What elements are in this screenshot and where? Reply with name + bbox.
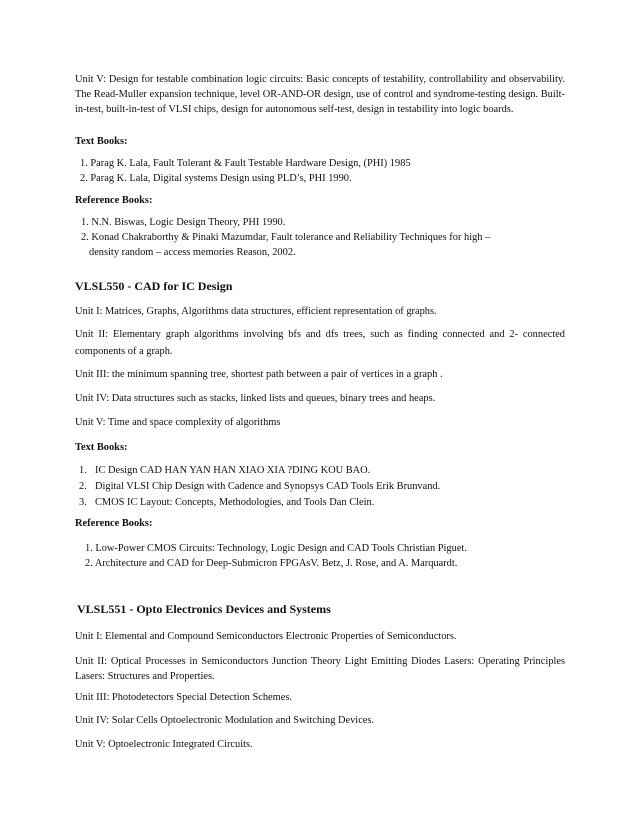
reference-books-list <box>81 215 571 261</box>
course-550-unit-iv: Unit IV: Data structures such as stacks, linked lists and queues, binary trees and heaps. <box>75 393 436 404</box>
text-book-item: 2. Digital VLSI Chip Design with Cadence and Synopsys CAD Tools Erik Brunvand. <box>79 481 441 492</box>
text-book-item: 1. Parag K. Lala, Fault Tolerant & Fault Testable Hardware Design, (PHI) 1985 <box>80 158 411 169</box>
reference-books-heading: Reference Books: <box>75 195 153 206</box>
course-550-text-books-heading: Text Books: <box>75 442 128 453</box>
course-551-unit-i: Unit I: Elemental and Compound Semiconductors Electronic Properties of Semiconductors. <box>75 631 457 642</box>
course-551-unit-iii: Unit III: Photodetectors Special Detection Schemes. <box>75 692 292 703</box>
course-550-unit-v: Unit V: Time and space complexity of algorithms <box>75 417 281 428</box>
reference-book-item: 2. Architecture and CAD for Deep-Submicron FPGAsV. Betz, J. Rose, and A. Marquardt. <box>85 558 458 570</box>
course-551-title: VLSL551 - Opto Electronics Devices and Systems <box>77 602 331 616</box>
text-books-heading: Text Books: <box>75 136 128 147</box>
text-book-item: 2. Parag K. Lala, Digital systems Design using PLD’s, PHI 1990. <box>80 173 352 185</box>
unit-v-paragraph: Unit V: Design for testable combination logic circuits: Basic concepts of testability, controllability and observability. The Read-Muller expansion technique, level OR-AND-OR design, use of control and syndrome-testing design. Built-in-test, built-in-test of VLSI chips, design for autonomous self-test, design in testability into logic boards. <box>75 74 565 116</box>
course-550-reference-books-heading: Reference Books: <box>75 518 153 529</box>
course-551-unit-v: Unit V: Optoelectronic Integrated Circuits. <box>75 739 253 750</box>
text-book-item: 3. CMOS IC Layout: Concepts, Methodologies, and Tools Dan Clein. <box>79 497 375 508</box>
course-550-unit-i: Unit I: Matrices, Graphs, Algorithms data structures, efficient representation of graphs. <box>75 306 437 317</box>
course-550-unit-ii: Unit II: Elementary graph algorithms involving bfs and dfs trees, such as finding connected and 2- connected components of a graph. <box>75 329 565 357</box>
course-550-unit-iii: Unit III: the minimum spanning tree, shortest path between a pair of vertices in a graph . <box>75 369 443 380</box>
course-551-unit-ii: Unit II: Optical Processes in Semiconductors Junction Theory Light Emitting Diodes Lasers: Operating Principles Lasers: Structures and Properties. <box>75 656 565 683</box>
course-550-text-books-list <box>79 463 569 511</box>
reference-book-item: 1. N.N. Biswas, Logic Design Theory, PHI 1990. <box>81 217 286 228</box>
reference-book-item-continued: density random – access memories Reason, 2002. <box>89 247 296 259</box>
course-550-title: VLSL550 - CAD for IC Design <box>75 279 233 293</box>
reference-book-item: 1. Low-Power CMOS Circuits: Technology, Logic Design and CAD Tools Christian Piguet. <box>85 543 467 554</box>
course-551-unit-iv: Unit IV: Solar Cells Optoelectronic Modulation and Switching Devices. <box>75 715 375 726</box>
reference-book-item: 2. Konad Chakraborthy & Pinaki Mazumdar, Fault tolerance and Reliability Techniques for high – <box>81 232 491 244</box>
text-book-item: 1. IC Design CAD HAN YAN HAN XIAO XIA ?DING KOU BAO. <box>79 465 371 476</box>
text-books-list <box>80 156 570 186</box>
course-550-reference-books-list <box>85 541 575 571</box>
